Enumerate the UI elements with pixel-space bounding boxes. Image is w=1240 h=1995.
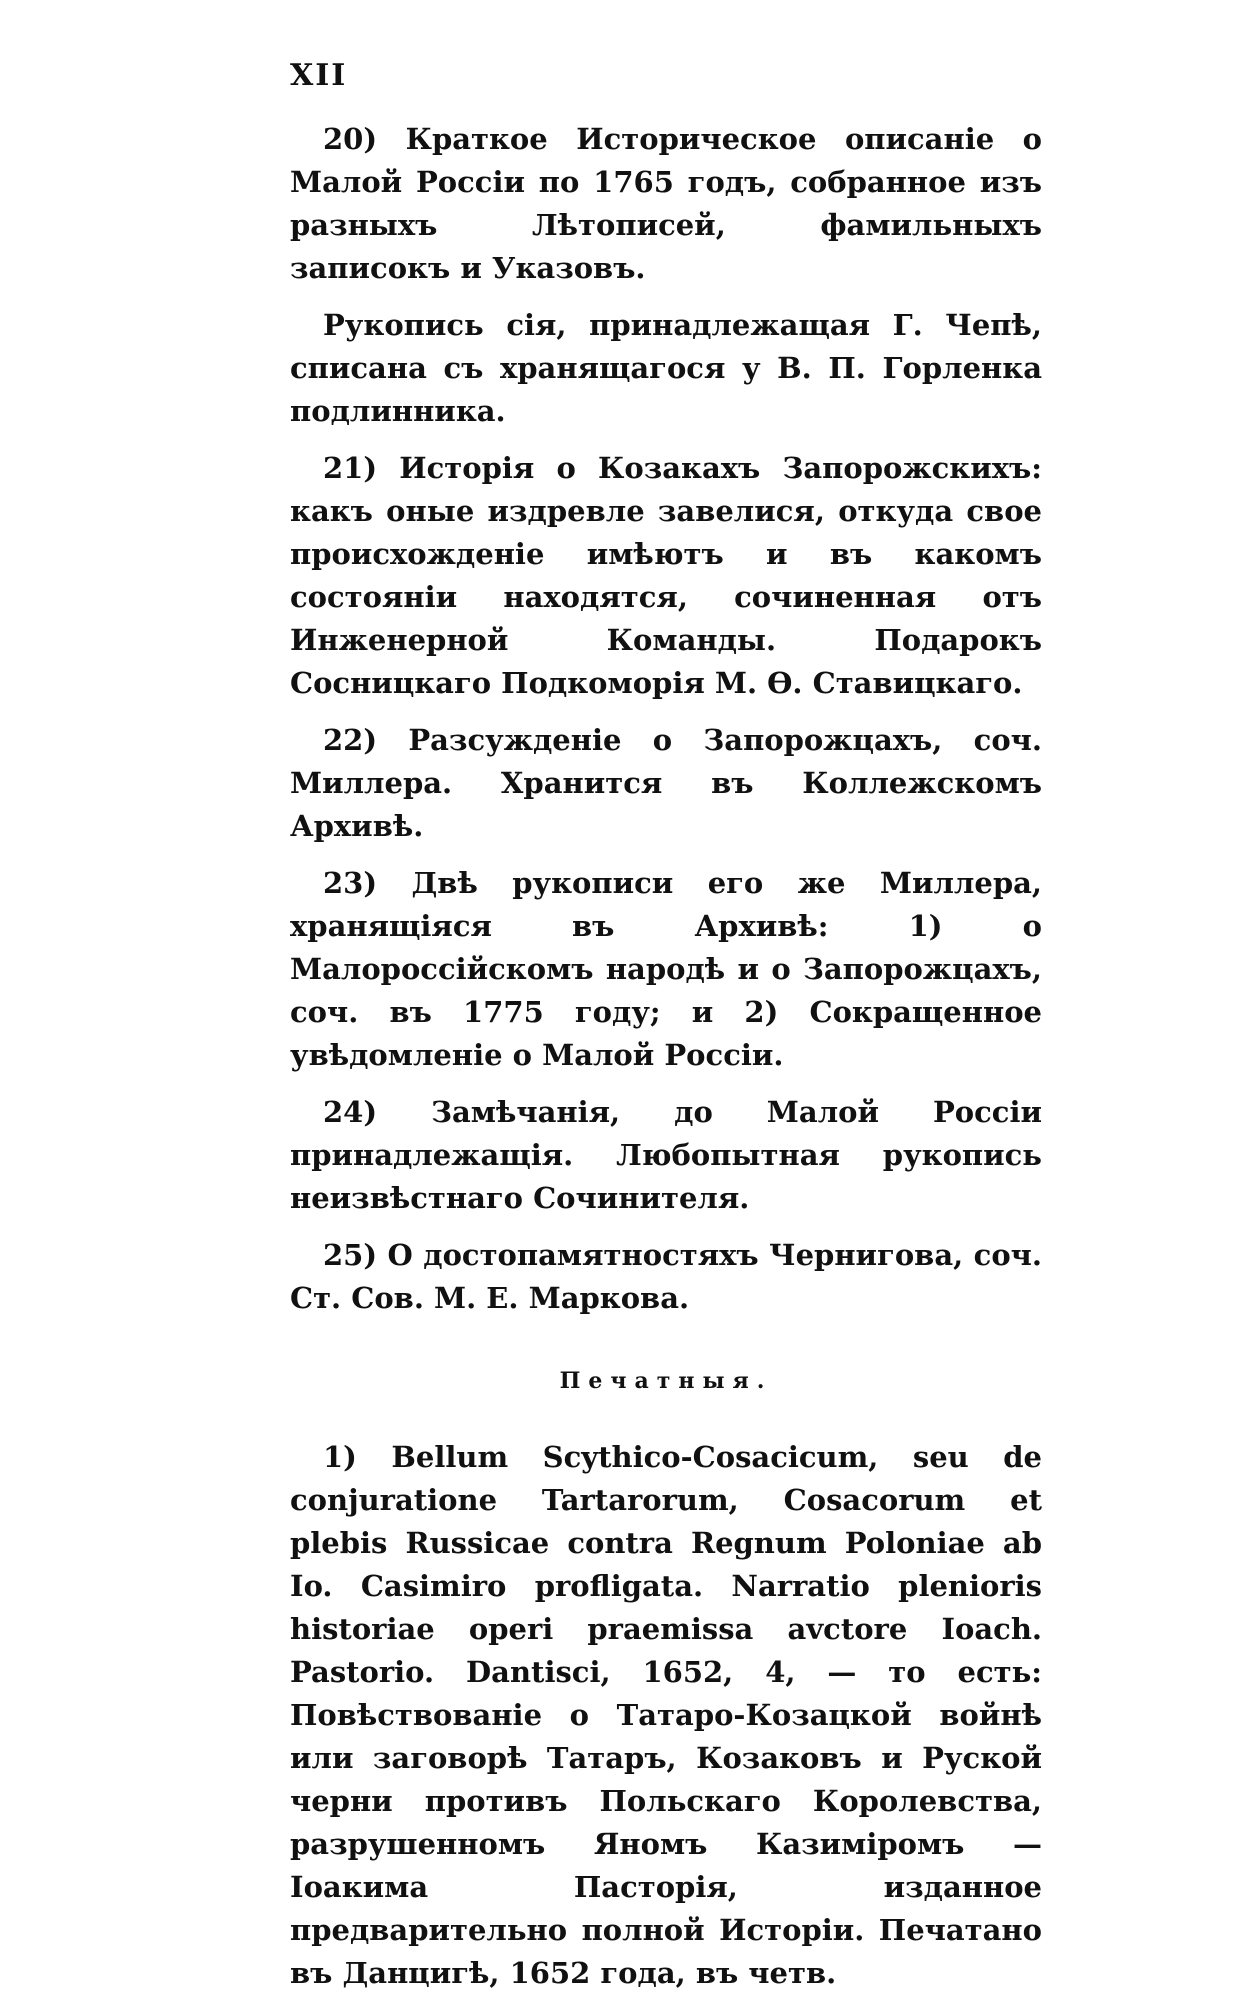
manuscript-entry-23: 23) Двѣ рукописи его же Миллера, хранящіяся въ Архивѣ: 1) о Малороссійскомъ народѣ и о Запорожцахъ, соч. въ 1775 году; и 2) Сокращенное увѣдомленіе о Малой Россіи.	[290, 866, 1042, 1072]
manuscript-entry-22: 22) Разсужденіе о Запорожцахъ, соч. Миллера. Хранится въ Коллежскомъ Архивѣ.	[290, 723, 1042, 843]
manuscript-entry-21: 21) Исторія о Козакахъ Запорожскихъ: какъ оные издревле завелися, откуда свое происхожденіе имѣютъ и въ какомъ состояніи находятся, сочиненная отъ Инженерной Команды. Подарокъ Сосницкаго Подкоморія М. Ѳ. Ставицкаго.	[290, 451, 1042, 700]
section-heading-printed: Печатныя.	[559, 1368, 773, 1394]
manuscript-note-20: Рукопись сія, принадлежащая Г. Чепѣ, списана съ хранящагося у В. П. Горленка подлинника.	[290, 308, 1042, 428]
manuscript-entry-25: 25) О достопамятностяхъ Чернигова, соч. Ст. Сов. М. Е. Маркова.	[290, 1238, 1042, 1315]
manuscript-entry-24: 24) Замѣчанія, до Малой Россіи принадлежащія. Любопытная рукопись неизвѣстнаго Сочинителя.	[290, 1095, 1042, 1215]
page-number: XII	[290, 58, 348, 93]
text-column	[290, 118, 1042, 1995]
manuscript-entry-20: 20) Краткое Историческое описаніе о Малой Россіи по 1765 годъ, собранное изъ разныхъ Лѣтописей, фамильныхъ записокъ и Указовъ.	[290, 122, 1042, 285]
printed-entry-1: 1) Bellum Scythico-Cosacicum, seu de conjuratione Tartarorum, Cosacorum et plebis Russicae contra Regnum Poloniae ab Io. Casimiro profligata. Narratio plenioris historiae operi praemissa avctore Ioach. Pastorio. Dantisci, 1652, 4, — то есть: Повѣствованіе о Татаро-Козацкой войнѣ или заговорѣ Татаръ, Козаковъ и Руской черни противъ Польскаго Королевства, разрушенномъ Яномъ Казиміромъ — Іоакима Пасторія, изданное предварительно полной Исторіи. Печатано въ Данцигѣ, 1652 года, въ четв.	[290, 1440, 1042, 1990]
